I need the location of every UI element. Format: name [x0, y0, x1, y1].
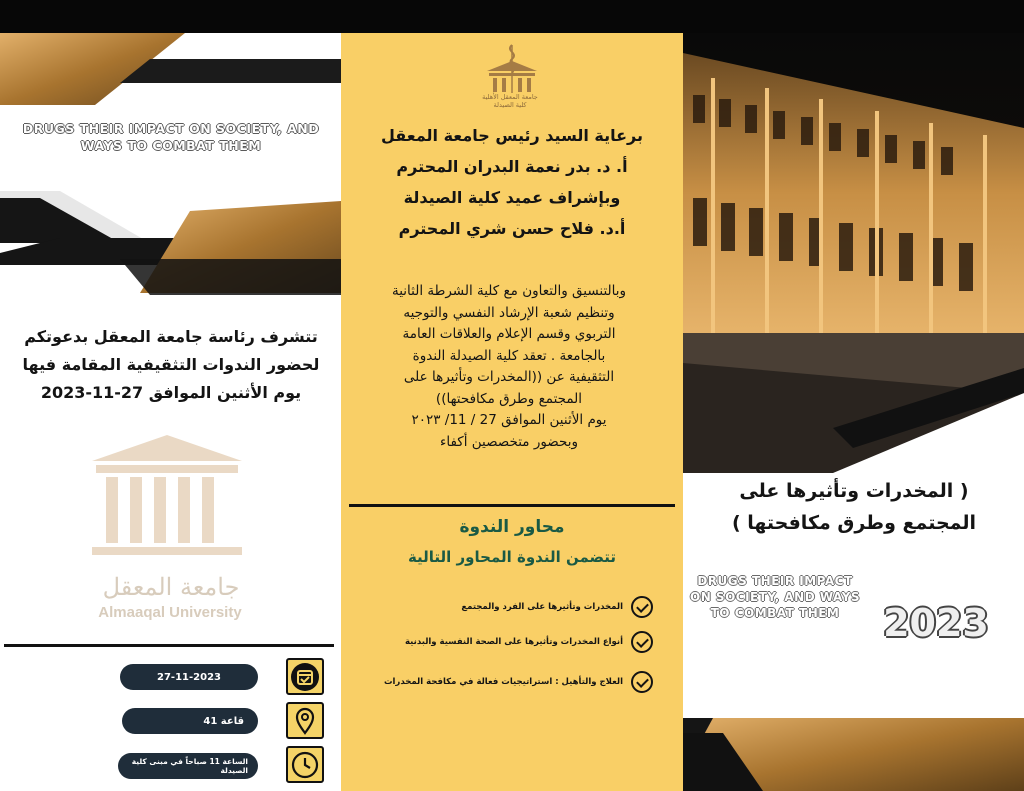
- topic-item: [353, 595, 653, 619]
- axes-heading: [351, 512, 673, 572]
- logo-arabic-text: جامعة المعقل: [102, 573, 240, 601]
- body-line: وتنظيم شعبة الإرشاد النفسي والتوجيه: [403, 304, 615, 321]
- clock-icon: [290, 750, 320, 780]
- center-panel: [341, 33, 683, 791]
- topic-item: [353, 630, 653, 654]
- patron-line: وبإشراف عميد كلية الصيدلة: [403, 188, 621, 207]
- check-circle-icon: [631, 671, 653, 693]
- university-logo-icon: [82, 433, 252, 568]
- axes-title: محاور الندوة: [459, 517, 565, 537]
- body-line: بالجامعة . تعقد كلية الصيدلة الندوة: [412, 347, 606, 364]
- body-line: وبحضور متخصصين أكفاء: [439, 433, 579, 450]
- left-english-title: DRUGS THEIR IMPACT ON SOCIETY, AND WAYS TO COMBAT THEM: [22, 121, 320, 153]
- left-panel: [0, 33, 341, 791]
- body-line: التثقيفية عن ((المخدرات وتأثيرها على: [403, 369, 615, 385]
- date-badge: 27-11-2023: [120, 664, 258, 690]
- topic-text: المخدرات وتأثيرها على الفرد والمجتمع: [461, 602, 623, 612]
- body-line: المجتمع وطرق مكافحتها)): [435, 390, 583, 407]
- time-badge: الساعة 11 صباحاً في مبنى كلية الصيدلة: [118, 753, 258, 779]
- divider: [349, 504, 675, 507]
- topic-text: أنواع المخدرات وتأثيرها على الصحة النفسية والبدنية: [405, 637, 623, 647]
- invitation-text: تتشرف رئاسة جامعة المعقل بدعوتكم لحضور الندوات التثقيفية المقامة فيها يوم الأثنين الموافق 27-11-2023: [22, 327, 320, 402]
- check-circle-icon: [631, 631, 653, 653]
- right-decor-photo: [683, 33, 1024, 791]
- location-pin-icon: [290, 706, 320, 736]
- pharmacy-logo-text: [469, 93, 551, 109]
- topic-item: [353, 670, 653, 694]
- right-title-line: المجتمع وطرق مكافحتها ): [731, 512, 977, 534]
- right-panel: [683, 33, 1024, 791]
- pharmacy-logo-line1: جامعة المعقل الأهلية: [482, 93, 538, 101]
- divider: [4, 644, 334, 647]
- logo-english-text: Almaaqal University: [98, 604, 242, 621]
- top-black-band: [0, 0, 1024, 33]
- year-text: 2023: [883, 601, 989, 645]
- calendar-icon: [290, 662, 320, 692]
- patronage-text: [349, 120, 675, 244]
- event-description: [351, 281, 667, 453]
- body-line: التربوي وقسم الإعلام والعلاقات العامة: [402, 326, 616, 342]
- axes-subtitle: تتضمن الندوة المحاور التالية: [407, 548, 617, 566]
- right-title-line: ( المخدرات وتأثيرها على: [739, 480, 969, 502]
- clock-box: [286, 746, 324, 783]
- room-badge: قاعة 41: [122, 708, 258, 734]
- patron-line: أ. د. بدر نعمة البدران المحترم: [396, 157, 628, 176]
- patron-line: برعاية السيد رئيس جامعة المعقل: [380, 126, 644, 145]
- pharmacy-logo-line2: كلية الصيدلة: [493, 101, 527, 109]
- location-box: [286, 702, 324, 739]
- pharmacy-logo-icon: [485, 43, 539, 95]
- topic-text: العلاج والتأهيل : استراتيجيات فعالة في مكافحة المخدرات: [383, 677, 623, 687]
- body-line: يوم الأثنين الموافق 27 / 11/ ٢٠٢٣: [411, 412, 607, 428]
- right-english-title: DRUGS THEIR IMPACT ON SOCIETY, AND WAYS TO COMBAT THEM: [690, 574, 860, 620]
- patron-line: أ.د. فلاح حسن شري المحترم: [398, 219, 626, 238]
- body-line: وبالتنسيق والتعاون مع كلية الشرطة الثانية: [391, 283, 627, 299]
- calendar-box: [286, 658, 324, 695]
- check-circle-icon: [631, 596, 653, 618]
- right-arabic-title: [689, 475, 1019, 539]
